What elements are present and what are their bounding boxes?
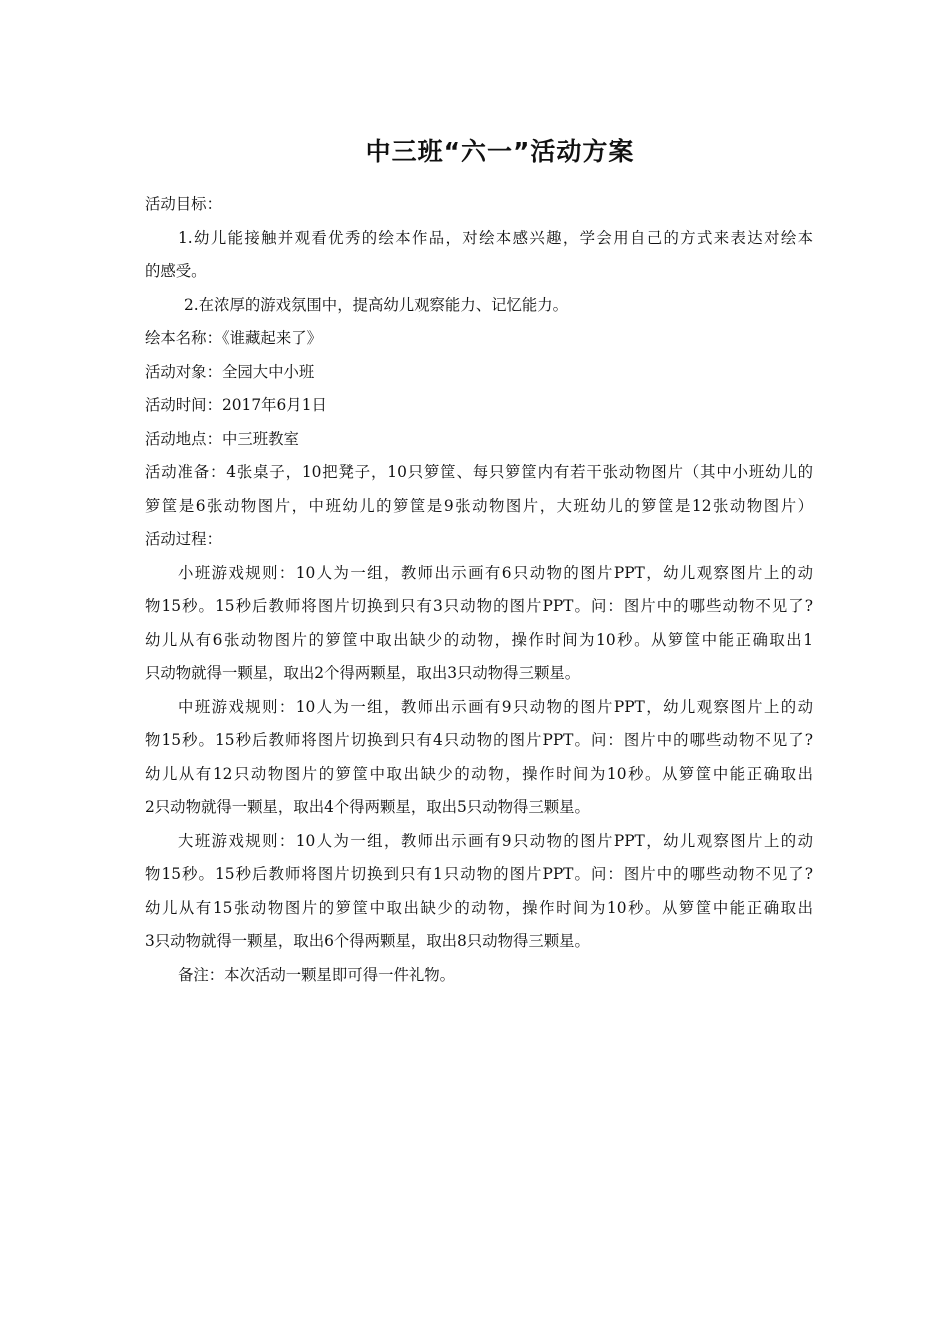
- document-line: 物15秒。15秒后教师将图片切换到只有4只动物的图片PPT。问：图片中的哪些动物不见了?: [145, 731, 813, 749]
- document-line: 活动过程：: [145, 530, 222, 548]
- document-line: 幼儿从有15张动物图片的箩筐中取出缺少的动物，操作时间为10秒。从箩筐中能正确取出: [145, 898, 813, 917]
- document-line: 小班游戏规则：10人为一组，教师出示画有6只动物的图片PPT，幼儿观察图片上的动: [178, 563, 813, 582]
- document-line: 只动物就得一颗星，取出2个得两颗星，取出3只动物得三颗星。: [145, 664, 581, 682]
- document-line: 幼儿从有6张动物图片的箩筐中取出缺少的动物，操作时间为10秒。从箩筐中能正确取出1: [145, 630, 813, 649]
- document-line: 备注：本次活动一颗星即可得一件礼物。: [178, 965, 456, 984]
- document-line: 箩筐是6张动物图片，中班幼儿的箩筐是9张动物图片，大班幼儿的箩筐是12张动物图片）: [145, 496, 813, 515]
- document-line: 物15秒。15秒后教师将图片切换到只有3只动物的图片PPT。问：图片中的哪些动物不见了?: [145, 597, 813, 615]
- document-line: 2.在浓厚的游戏氛围中，提高幼儿观察能力、记忆能力。: [184, 295, 569, 314]
- document-line: 绘本名称：《谁藏起来了》: [145, 329, 322, 347]
- document-line: 幼儿从有12只动物图片的箩筐中取出缺少的动物，操作时间为10秒。从箩筐中能正确取出: [145, 764, 813, 783]
- document-line: 中班游戏规则：10人为一组，教师出示画有9只动物的图片PPT，幼儿观察图片上的动: [178, 697, 813, 716]
- document-line: 活动时间：2017年6月1日: [145, 396, 327, 414]
- document-line: 活动准备：4张桌子，10把凳子，10只箩筐、每只箩筐内有若干张动物图片（其中小班幼儿的: [145, 463, 813, 481]
- document-body: [145, 188, 813, 992]
- document-line: 活动对象：全园大中小班: [145, 362, 315, 381]
- document-line: 活动目标：: [145, 195, 222, 213]
- document-line: 的感受。: [145, 262, 207, 280]
- document-line: 1.幼儿能接触并观看优秀的绘本作品，对绘本感兴趣，学会用自己的方式来表达对绘本: [178, 228, 813, 247]
- document-line: 大班游戏规则：10人为一组，教师出示画有9只动物的图片PPT，幼儿观察图片上的动: [178, 831, 813, 850]
- document-line: 物15秒。15秒后教师将图片切换到只有1只动物的图片PPT。问：图片中的哪些动物不见了?: [145, 865, 813, 883]
- document-title: 中三班“六一”活动方案: [365, 137, 635, 166]
- document-line: 活动地点：中三班教室: [145, 429, 299, 448]
- document-line: 3只动物就得一颗星，取出6个得两颗星，取出8只动物得三颗星。: [145, 932, 590, 950]
- document-line: 2只动物就得一颗星，取出4个得两颗星，取出5只动物得三颗星。: [145, 798, 590, 816]
